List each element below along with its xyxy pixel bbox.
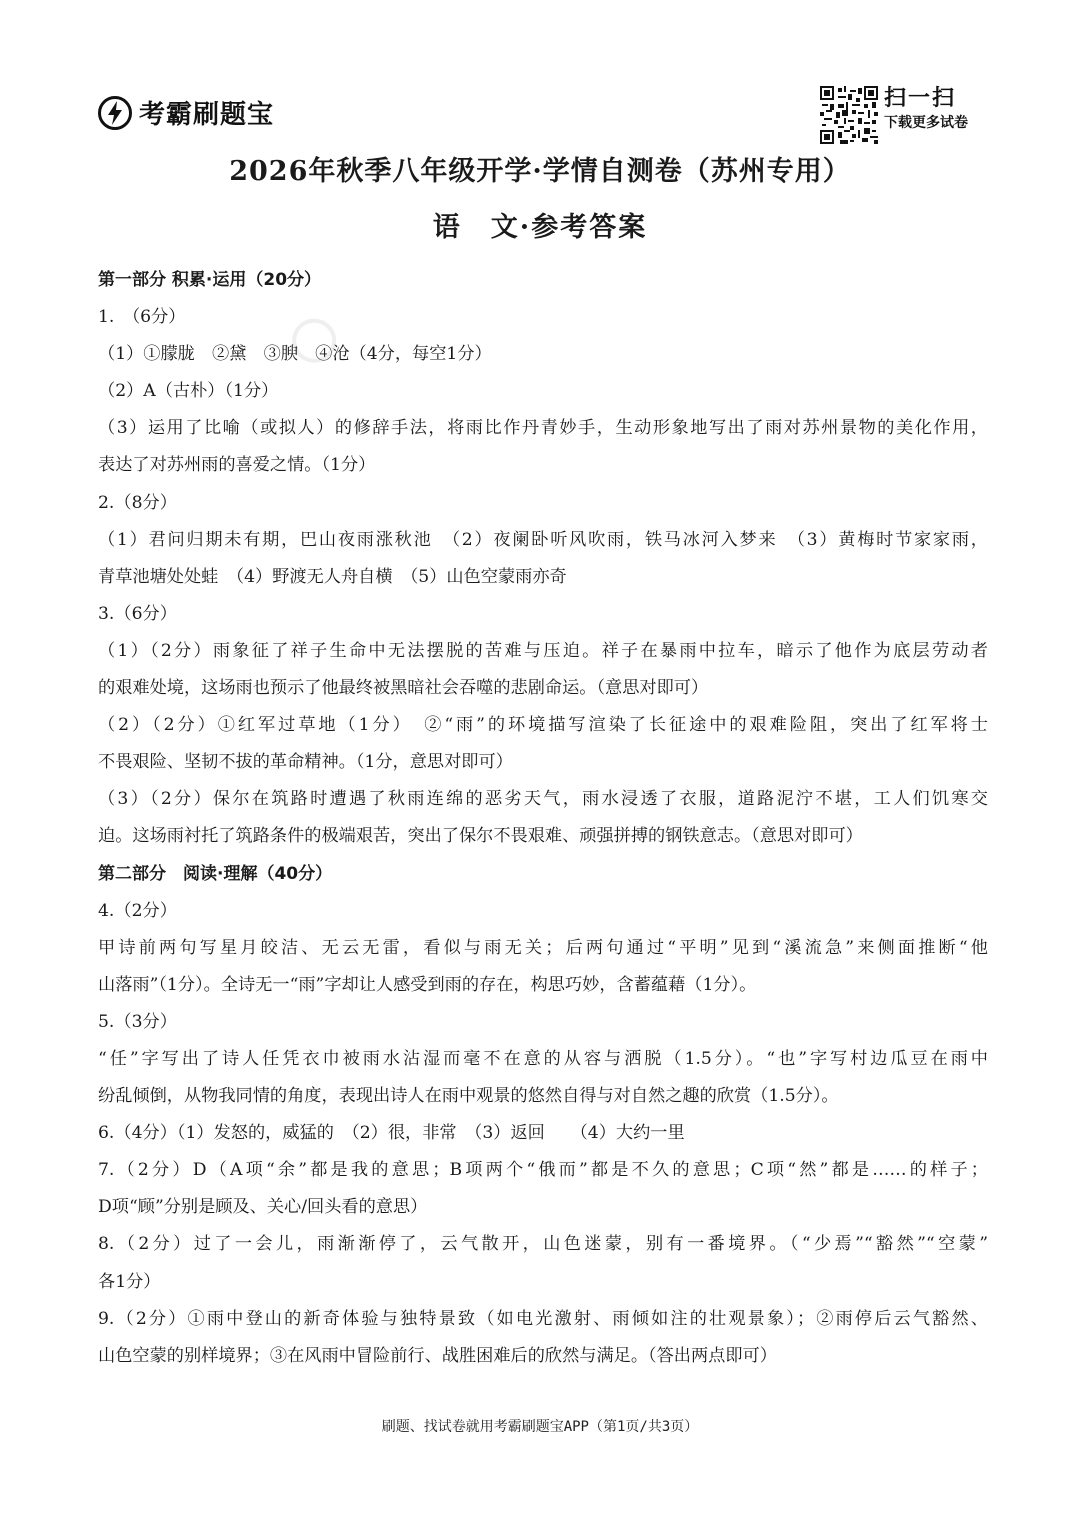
- answer-line: “任”字写出了诗人任凭衣巾被雨水沾湿而毫不在意的从容与洒脱（1.5分）。“也”字写村边瓜豆在雨中: [98, 1048, 988, 1069]
- answer-line: 甲诗前两句写星月皎洁、无云无雷，看似与雨无关；后两句通过“平明”见到“溪流急”来侧面推断“他: [98, 937, 988, 958]
- brand-logo-block: [97, 94, 274, 131]
- answer-line: 表达了对苏州雨的喜爱之情。（1分）: [98, 455, 376, 476]
- answer-line: 不畏艰险、坚韧不拔的革命精神。（1分，意思对即可）: [98, 752, 513, 773]
- answer-line: （3）（2分）保尔在筑路时遭遇了秋雨连绵的恶劣天气，雨水浸透了衣服，道路泥泞不堪，工人们饥寒交: [98, 789, 988, 810]
- answer-line: （1）君问归期未有期，巴山夜雨涨秋池 （2）夜阑卧听风吹雨，铁马冰河入梦来 （3）黄梅时节家家雨，: [98, 529, 988, 550]
- qr-scan-label: 扫一扫: [884, 86, 957, 111]
- answer-line: （1）（2分）雨象征了祥子生命中无法摆脱的苦难与压迫。祥子在暴雨中拉车，暗示了他作为底层劳动者: [98, 640, 988, 661]
- answer-line: D项“顾”分别是顾及、关心/回头看的意思）: [98, 1197, 428, 1218]
- answer-line: 山色空蒙的别样境界；③在风雨中冒险前行、战胜困难后的欣然与满足。（答出两点即可）: [98, 1345, 777, 1366]
- answer-line: （2）A（古朴）（1分）: [98, 381, 279, 402]
- page-subtitle: 语 文·参考答案: [432, 212, 648, 243]
- answer-line: 青草池塘处处蛙 （4）野渡无人舟自横 （5）山色空蒙雨亦奇: [98, 566, 567, 587]
- answer-line: 4.（2分）: [98, 900, 177, 921]
- answer-line: 3.（6分）: [98, 603, 177, 624]
- answer-line: 7.（2分）D（A项“余”都是我的意思；B项两个“俄而”都是不久的意思；C项“然”都是……的样子；: [98, 1160, 988, 1181]
- answer-line: （1）①朦胧 ②黛 ③腴 ④沧（4分，每空1分）: [98, 344, 492, 365]
- brand-name: 考霸刷题宝: [139, 100, 275, 130]
- answer-line: （2）（2分）①红军过草地（1分） ②“雨”的环境描写渲染了长征途中的艰难险阻，突出了红军将士: [98, 715, 988, 736]
- answer-line: 的艰难处境，这场雨也预示了他最终被黑暗社会吞噬的悲剧命运。（意思对即可）: [98, 678, 709, 699]
- answer-line: 1. （6分）: [98, 307, 186, 328]
- answer-content: [98, 262, 988, 1375]
- qr-download-label: 下载更多试卷: [884, 115, 968, 131]
- answer-line: 2.（8分）: [98, 492, 177, 513]
- answer-line: 8.（2分）过了一会儿，雨渐渐停了，云气散开，山色迷蒙，别有一番境界。（“少焉”“豁然”“空蒙”: [98, 1234, 988, 1255]
- answer-line: 各1分）: [98, 1271, 161, 1292]
- answer-line: 9.（2分）①雨中登山的新奇体验与独特景致（如电光激射、雨倾如注的壮观景象）；②雨停后云气豁然、: [98, 1308, 988, 1329]
- lightning-logo-icon: [97, 95, 133, 131]
- qr-text: [884, 86, 968, 134]
- answer-line: 纷乱倾倒，从物我同情的角度，表现出诗人在雨中观景的悠然自得与对自然之趣的欣赏（1.5分）。: [98, 1086, 839, 1107]
- qr-download-block[interactable]: [820, 86, 968, 144]
- answer-line: （3）运用了比喻（或拟人）的修辞手法，将雨比作丹青妙手，生动形象地写出了雨对苏州景物的美化作用，: [98, 418, 988, 439]
- page-footer: 刷题、找试卷就用考霸刷题宝APP（第1页/共3页）: [381, 1419, 699, 1435]
- qr-code-icon[interactable]: [820, 86, 878, 144]
- answer-line: 山落雨”（1分）。全诗无一“雨”字却让人感受到雨的存在，构思巧妙，含蓄蕴藉（1分）。: [98, 974, 757, 995]
- answer-line: 迫。这场雨衬托了筑路条件的极端艰苦，突出了保尔不畏艰难、顽强拼搏的钢铁意志。（意思对即可）: [98, 826, 863, 847]
- section-heading: 第二部分 阅读·理解（40分）: [98, 863, 333, 884]
- page-title: 2026年秋季八年级开学·学情自测卷（苏州专用）: [229, 156, 851, 187]
- answer-line: 6.（4分）（1）发怒的，威猛的 （2）很，非常 （3）返回 （4）大约一里: [98, 1123, 685, 1144]
- answer-line: 5.（3分）: [98, 1011, 177, 1032]
- section-heading: 第一部分 积累·运用（20分）: [98, 270, 322, 290]
